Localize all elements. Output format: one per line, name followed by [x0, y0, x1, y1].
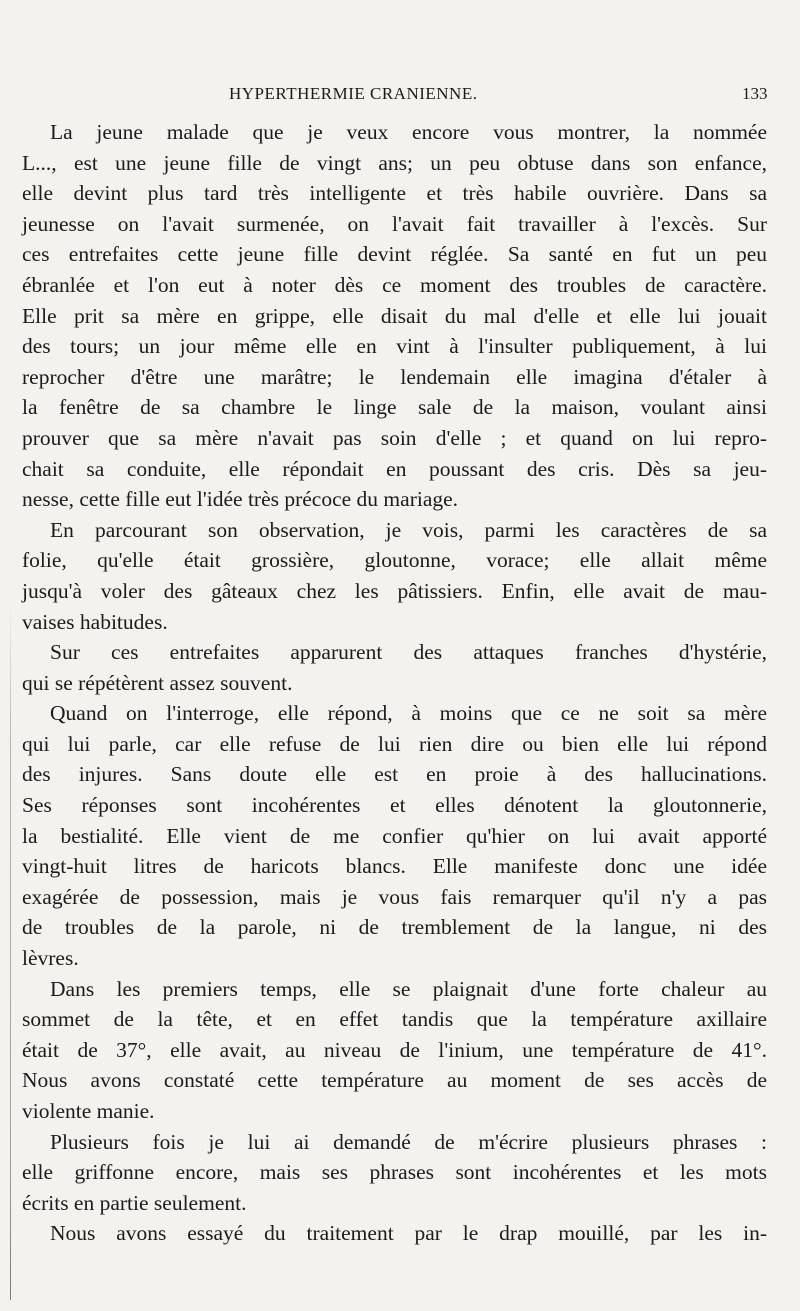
text-line: jeunesse on l'avait surmenée, on l'avait fait travailler à l'excès. Sur [22, 211, 767, 236]
running-head: HYPERTHERMIE CRANIENNE. [229, 84, 478, 103]
text-line: jusqu'à voler des gâteaux chez les pâtissiers. Enfin, elle avait de mau- [22, 578, 767, 603]
text-line: L..., est une jeune fille de vingt ans; un peu obtuse dans son enfance, [22, 150, 767, 175]
text-line: vaises habitudes. [22, 609, 168, 634]
page-gutter-shadow [10, 600, 11, 1300]
text-line: Elle prit sa mère en grippe, elle disait du mal d'elle et elle lui jouait [22, 303, 767, 328]
text-line: lèvres. [22, 946, 79, 971]
text-line: nesse, cette fille eut l'idée très précoce du mariage. [22, 487, 459, 512]
text-line: ébranlée et l'on eut à noter dès ce moment des troubles de caractère. [22, 272, 767, 297]
text-line: Nous avons constaté cette température au moment de ses accès de [22, 1068, 767, 1093]
text-line: En parcourant son observation, je vois, parmi les caractères de sa [50, 517, 767, 542]
text-line: chait sa conduite, elle répondait en poussant des cris. Dès sa jeu- [22, 456, 767, 481]
text-line: exagérée de possession, mais je vous fais remarquer qu'il n'y a pas [22, 884, 767, 909]
text-line: sommet de la tête, et en effet tandis que la température axillaire [22, 1007, 767, 1032]
text-line: écrits en partie seulement. [22, 1190, 247, 1215]
text-line: prouver que sa mère n'avait pas soin d'elle ; et quand on lui repro- [22, 425, 767, 450]
body-text [22, 117, 767, 1249]
text-line: Sur ces entrefaites apparurent des attaques franches d'hystérie, [50, 640, 767, 665]
text-line: elle griffonne encore, mais ses phrases sont incohérentes et les mots [22, 1160, 767, 1185]
text-line: Quand on l'interroge, elle répond, à moins que ce ne soit sa mère [50, 701, 767, 726]
text-line: de troubles de la parole, ni de tremblement de la langue, ni des [22, 915, 767, 940]
text-line: des tours; un jour même elle en vint à l'insulter publiquement, à lui [22, 334, 767, 359]
page-number: 133 [742, 84, 768, 103]
text-line: qui lui parle, car elle refuse de lui rien dire ou bien elle lui répond [22, 731, 767, 756]
text-line: Ses réponses sont incohérentes et elles dénotent la gloutonnerie, [22, 793, 767, 818]
text-line: folie, qu'elle était grossière, gloutonne, vorace; elle allait même [22, 548, 767, 573]
text-line: était de 37°, elle avait, au niveau de l'inium, une température de 41°. [22, 1037, 767, 1062]
text-line: La jeune malade que je veux encore vous montrer, la nommée [50, 120, 767, 144]
text-line: la fenêtre de sa chambre le linge sale de la maison, voulant ainsi [22, 395, 767, 420]
text-line: Plusieurs fois je lui ai demandé de m'écrire plusieurs phrases : [50, 1129, 767, 1154]
text-line: reprocher d'être une marâtre; le lendemain elle imagina d'étaler à [22, 364, 767, 389]
text-line: qui se répétèrent assez souvent. [22, 670, 293, 695]
text-line: Dans les premiers temps, elle se plaignait d'une forte chaleur au [50, 976, 767, 1001]
text-line: vingt-huit litres de haricots blancs. Elle manifeste donc une idée [22, 854, 767, 879]
text-line: elle devint plus tard très intelligente et très habile ouvrière. Dans sa [22, 181, 767, 206]
text-line: violente manie. [22, 1099, 155, 1123]
text-line: ces entrefaites cette jeune fille devint réglée. Sa santé en fut un peu [22, 242, 767, 267]
text-line: des injures. Sans doute elle est en proie à des hallucinations. [22, 762, 767, 787]
text-line: Nous avons essayé du traitement par le drap mouillé, par les in- [50, 1221, 767, 1246]
page-header [0, 84, 800, 108]
text-line: la bestialité. Elle vient de me confier qu'hier on lui avait apporté [22, 823, 767, 848]
